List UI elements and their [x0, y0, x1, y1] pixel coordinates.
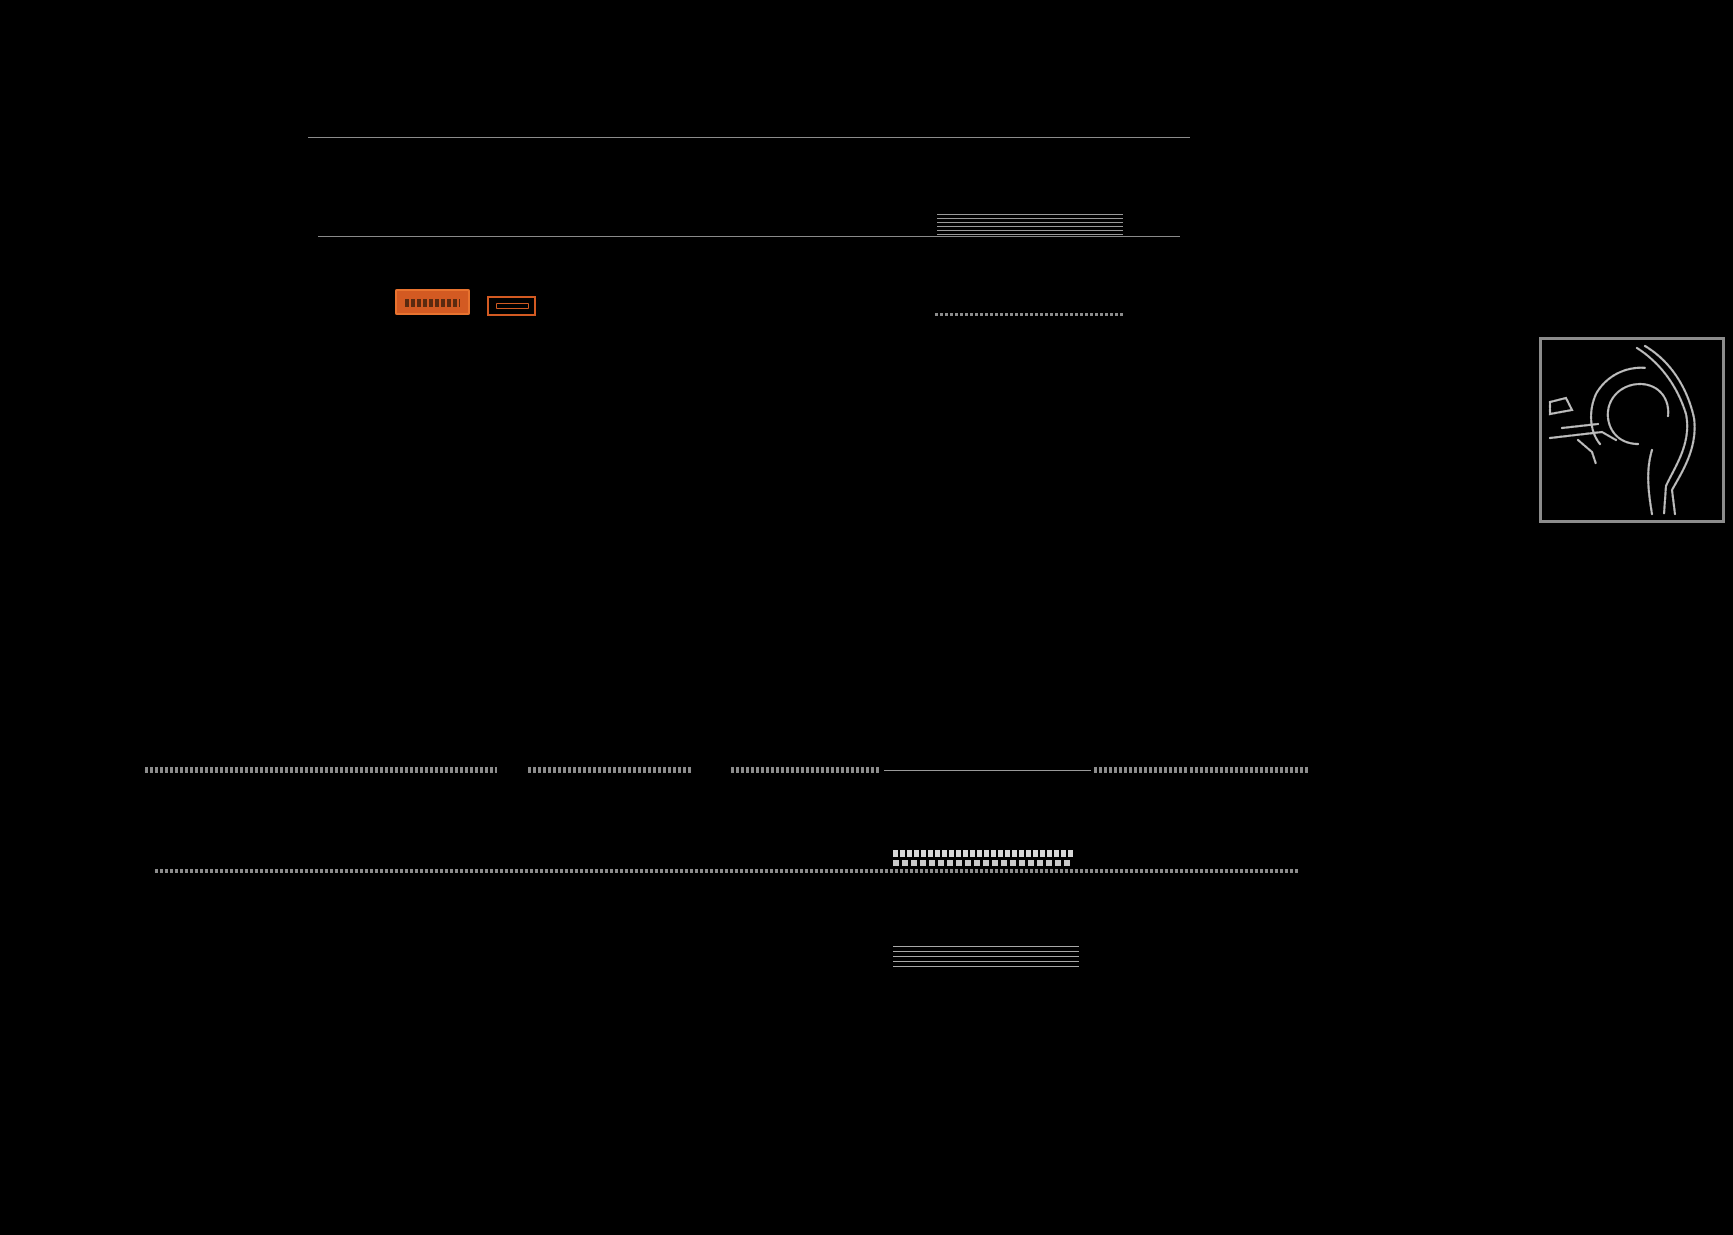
footer-text-block — [893, 946, 1079, 970]
emblem-frame — [1539, 337, 1725, 523]
top-divider — [308, 137, 1190, 138]
header-text-block — [937, 214, 1123, 236]
table-row — [155, 869, 1298, 873]
table-row-highlighted-cell[interactable] — [893, 848, 1073, 870]
column-header-5 — [1190, 767, 1308, 773]
column-header-2 — [528, 767, 693, 773]
secondary-button-label — [496, 303, 529, 309]
secondary-button[interactable] — [487, 296, 536, 316]
column-header-1 — [145, 767, 497, 773]
header-secondary-line — [935, 313, 1123, 316]
primary-button-label — [405, 299, 460, 307]
column-header-divider — [884, 770, 1091, 771]
column-header-4 — [1094, 767, 1187, 773]
header-divider — [318, 236, 1180, 237]
primary-button[interactable] — [395, 289, 470, 315]
circular-line-emblem-icon — [1542, 340, 1722, 520]
column-header-3 — [731, 767, 881, 773]
